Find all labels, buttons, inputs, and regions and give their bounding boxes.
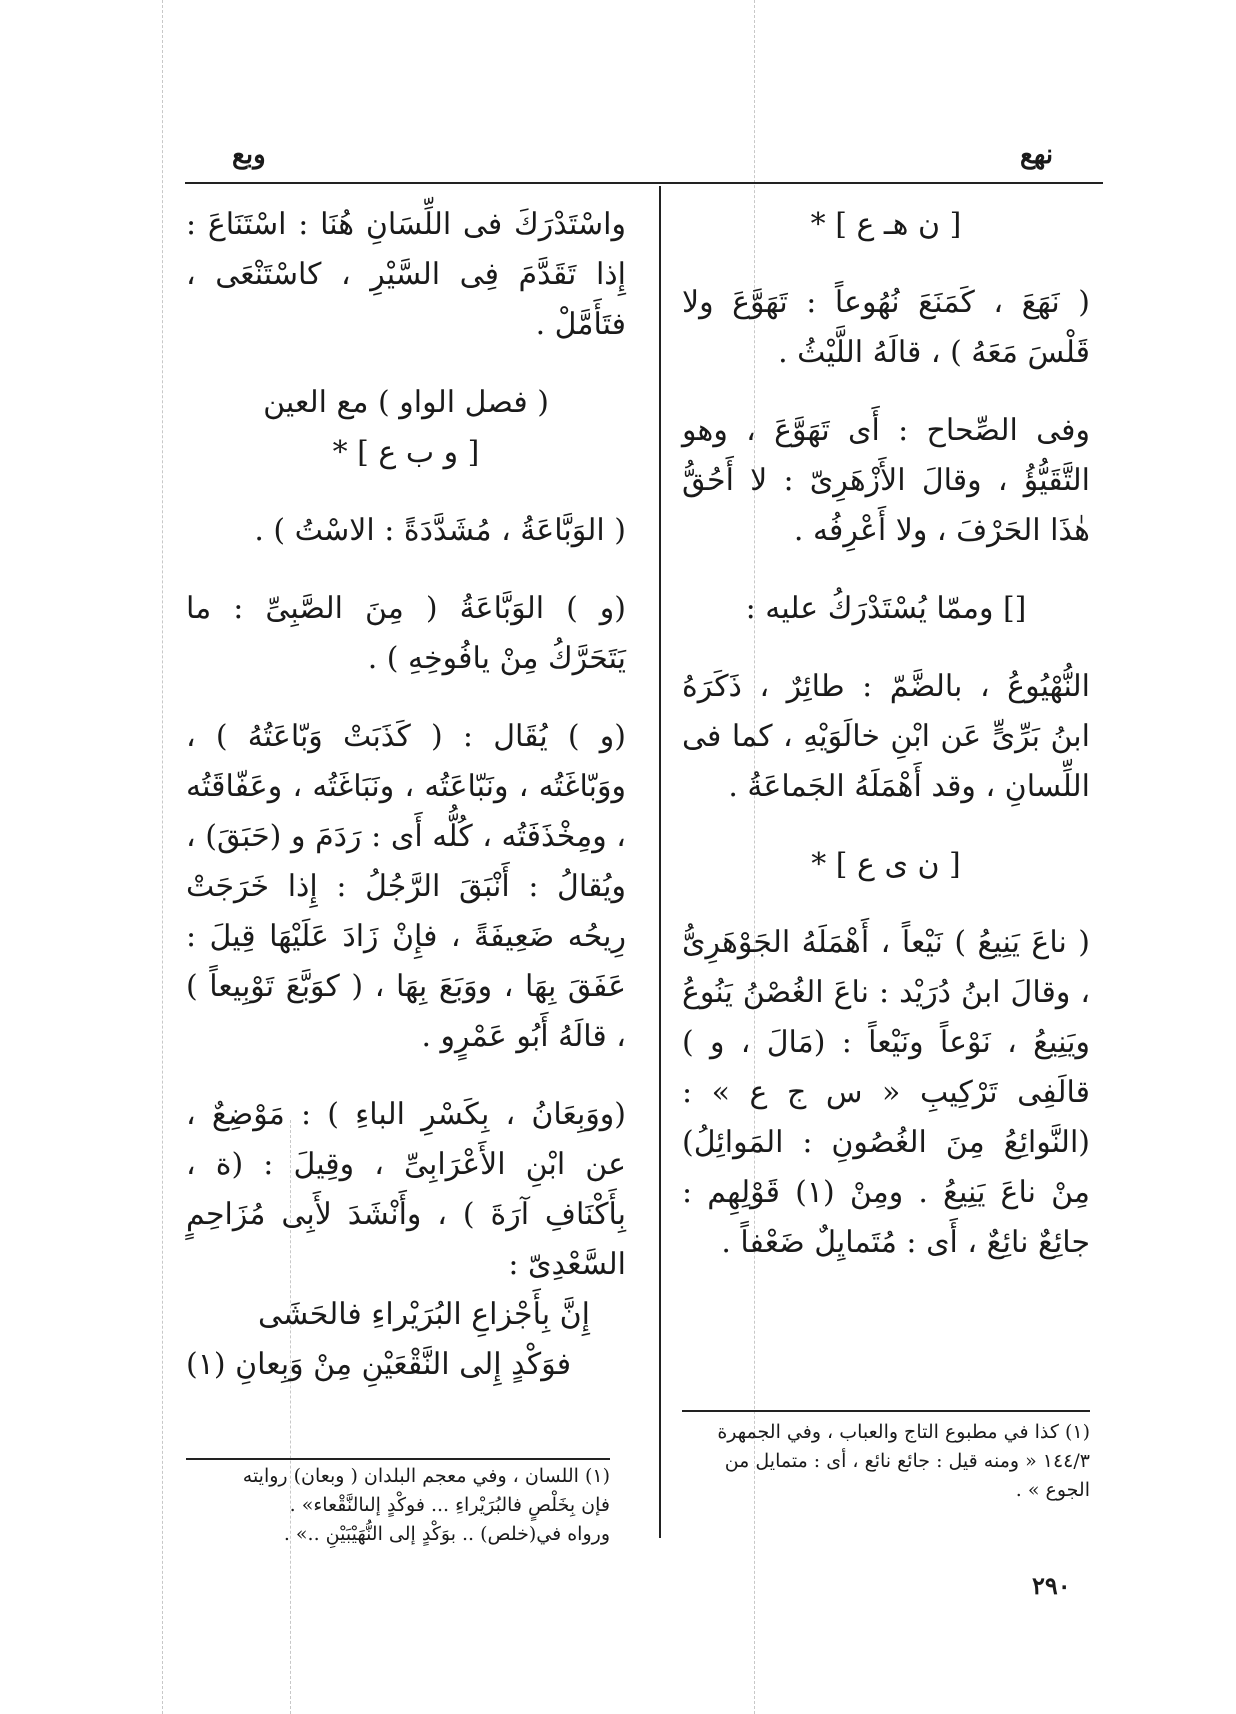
entry-paragraph: ( الوَبَّاعَةُ ، مُشَدَّدَةً : الاسْتُ ) . [254,513,626,548]
right-footnote [682,1418,1090,1505]
entry-heading-nhe: [ ن هـ ع ] * [810,207,962,242]
entry-paragraph: (ووَبِعَانُ ، بِكَسْرِ الباءِ ) : مَوْضِعٌ ، عن ابْنِ الأَعْرَابِىِّ ، وقِيلَ : (ة ، بِأَكْنَافِ آرَةَ ) ، وأَنْشَدَ لأَبِى مُزَاحِمٍ السَّعْدِىّ : [186,1097,627,1282]
right-footnote-rule [682,1410,1090,1412]
verse-line: إِنَّ بِأَجْزاعِ البُرَيْراءِ فالحَشَى [258,1297,590,1332]
verse-line: فوَكْدٍ إِلى النَّقْعَيْنِ مِنْ وَبِعانِ (١) [186,1347,572,1382]
left-running-headword: وبع [232,140,266,170]
entry-paragraph: ( ناعَ يَنِيعُ ) نَيْعاً ، أَهْمَلَهُ الجَوْهَرِىُّ ، وقالَ ابنُ دُرَيْد : ناعَ الغُصْنُ يَنُوعُ ويَنِيعُ ، نَوْعاً ونَيْعاً : (مَالَ ، و ) قالَفِى تَرْكِيبِ « س ج ع » : (النَّوائِعُ مِنَ الغُصُونِ : المَوائِلُ) مِنْ ناعَ يَنِيعُ . ومِنْ (١) قَوْلِهِم : جائِعٌ نائِعٌ ، أَى : مُتَمايِلٌ ضَعْفاً . [682,925,1090,1260]
column-divider [659,186,661,1538]
entry-paragraph: وفى الصِّحاح : أَى تَهَوَّعَ ، وهو التَّقَيُّؤُ ، وقالَ الأَزْهَرِىّ : لا أَحُقُّ هٰذَا الحَرْفَ ، ولا أَعْرِفُه . [682,413,1090,548]
section-heading: ( فصل الواو ) مع العين [263,385,549,420]
footnote-line: فإن بِخَلْصٍ فالبُرَيْراءِ ... فوكْدٍ إلىالنَّقْعاء» . [289,1494,610,1516]
entry-paragraph: (و ) يُقَال : ( كَذَبَتْ وَبّاعَتُهُ ) ، ووَبّاغَتُه ، ونَبّاعَتُه ، ونَبَاغَتُه ، وعَفّاقَتُه ، ومِخْذَفَتُه ، كُلُّه أَى : رَدَمَ و (حَبَقَ) ، ويُقالُ : أَنْبَقَ الرَّجُلُ : إِذا خَرَجَتْ رِيحُه ضَعِيفَةً ، فإِنْ زَادَ عَلَيْهَا قِيلَ : عَفَقَ بِهَا ، ووَبَعَ بِهَا ، ( كوَبَّعَ تَوْبِيعاً ) ، قالَهُ أَبُو عَمْرٍو . [186,719,626,1054]
entry-paragraph: ( نَهَعَ ، كَمَنَعَ نُهُوعاً : تَهَوَّعَ ولا قَلْسَ مَعَهُ ) ، قالَهُ اللَّيْثُ . [682,285,1090,370]
footnote-line: (١) اللسان ، وفي معجم البلدان ( وبعان) روايته [242,1465,610,1487]
right-running-headword: نهع [1020,140,1054,170]
entry-paragraph: واسْتَدْرَكَ فى اللِّسَانِ هُنَا : اسْتَنَاعَ : إِذا تَقَدَّمَ فِى السَّيْرِ ، كاسْتَنْعَى ، فتَأَمَّلْ . [186,207,626,342]
entry-paragraph: النُّهْيُوعُ ، بالضَّمّ : طائِرٌ ، ذَكَرَهُ ابنُ بَرِّىٍّ عَن ابْنِ خالَوَيْهِ ، كما فى اللِّسانِ ، وقد أَهْمَلَهُ الجَماعَةُ . [682,669,1090,804]
addendum-heading: [] وممّا يُسْتَدْرَكُ عليه : [745,591,1027,626]
entry-paragraph: (و ) الوَبَّاعَةُ ( مِنَ الصَّبِىِّ : ما يَتَحَرَّكُ مِنْ يافُوخِهِ ) . [186,591,626,676]
footnote-text: (١) كذا في مطبوع التاج والعباب ، وفي الجمهرة ١٤٤/٣ « ومنه قيل : جائع نائع ، أى : متمايل من الجوع » . [717,1421,1090,1501]
left-column [186,200,626,1390]
footnote-line: ورواه في(خلص) .. بوَكْدٍ إلى النُّهَيْبَيْنِ ..» . [283,1523,610,1545]
entry-heading-nya: [ ن ى ع ] * [811,847,961,882]
header-rule [185,182,1103,184]
left-footnote-rule [186,1458,610,1460]
entry-heading-wba: [ و ب ع ] * [332,435,480,470]
left-footnote [186,1462,610,1549]
right-column [682,200,1090,1268]
scan-guide-line [162,0,163,1714]
page-number: ٢٩٠ [1032,1571,1071,1600]
